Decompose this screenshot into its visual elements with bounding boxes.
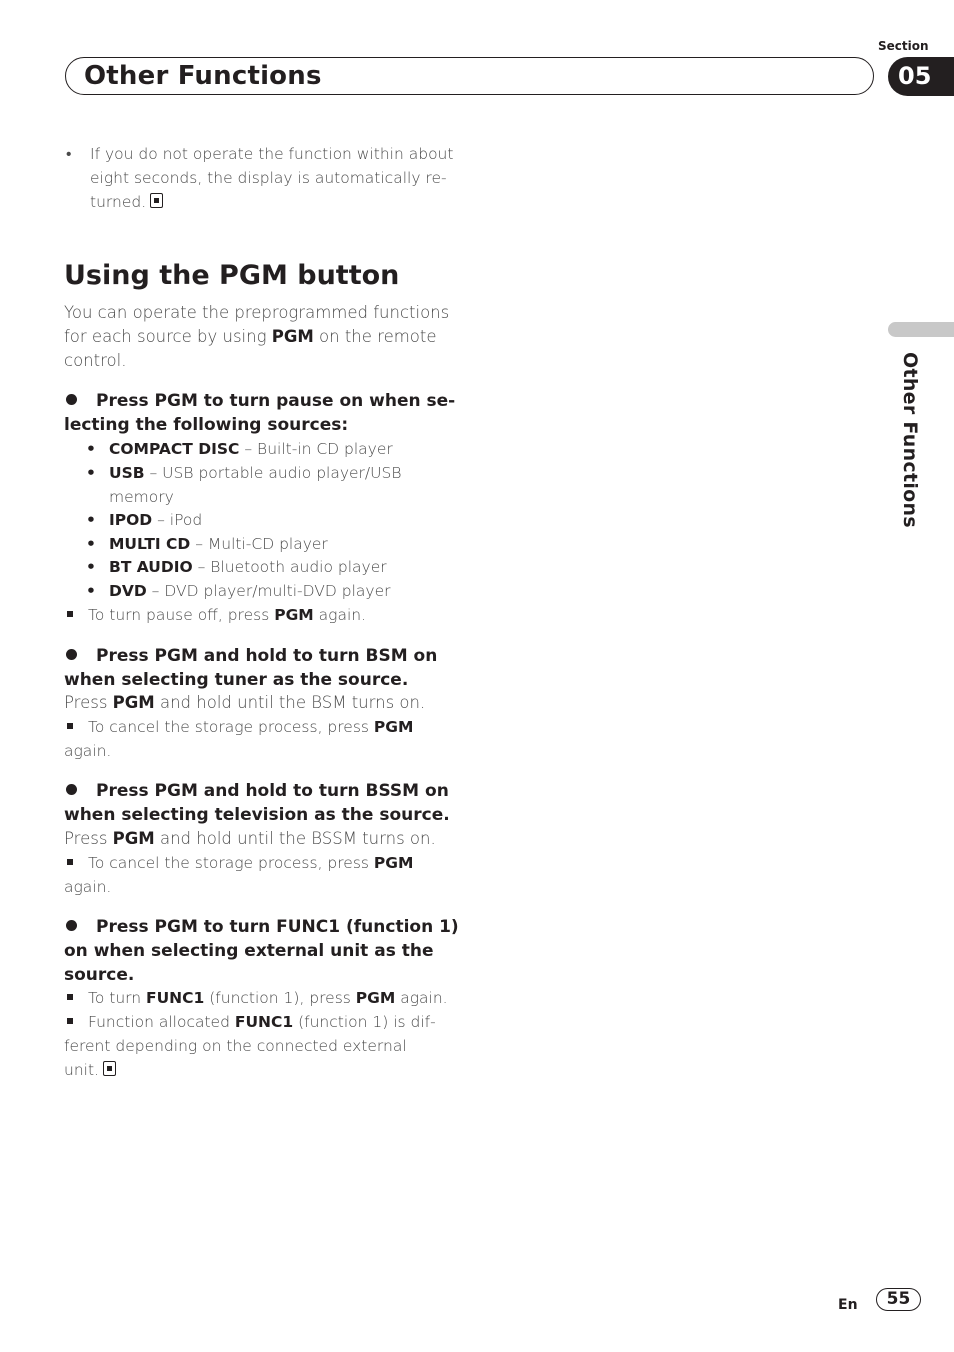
list-item: • USB – USB portable audio player/USB [86, 464, 402, 482]
step3-note: To cancel the storage process, press PGM again. [64, 854, 414, 896]
intro-bullet-text [90, 142, 453, 214]
step4-note1: To turn FUNC1 (function 1), press PGM again. [64, 986, 448, 1010]
list-item: • DVD – DVD player/multi-DVD player [86, 582, 391, 600]
section-label: Section [878, 39, 929, 53]
note-square-icon [67, 994, 73, 1000]
step2-heading: Press PGM and hold to turn BSM on when selecting tuner as the source. [64, 646, 438, 690]
step4-heading: Press PGM to turn FUNC1 (function 1) on when selecting external unit as the source. [64, 917, 459, 985]
note-square-icon [67, 859, 73, 865]
language-label: En [838, 1297, 858, 1313]
intro-bullet-line: If you do not operate the function within about [90, 145, 454, 163]
side-chapter-label: Other Functions [899, 352, 921, 528]
note-square-icon [67, 723, 73, 729]
step1-note: To turn pause off, press PGM again. [64, 603, 366, 627]
list-item: • COMPACT DISC – Built-in CD player [86, 440, 393, 458]
end-mark-icon [103, 1061, 116, 1076]
intro-bullet-line: turned. [90, 190, 453, 214]
section-number-badge: 05 [888, 57, 954, 96]
step4-note2: Function allocated FUNC1 (function 1) is dif- ferent depending on the connected external unit. [64, 1013, 436, 1079]
chapter-title: Other Functions [84, 61, 322, 91]
step1-heading: Press PGM to turn pause on when se- lecting the following sources: [64, 391, 456, 435]
side-tab-marker [888, 322, 954, 337]
list-item: • IPOD – iPod [86, 511, 203, 529]
note-square-icon [67, 1018, 73, 1024]
intro-bullet-dot: • [66, 145, 72, 163]
page-number: 55 [876, 1288, 921, 1311]
step2-body: Press PGM and hold until the BSM turns on. [64, 693, 426, 712]
intro-bullet-line: eight seconds, the display is automatically re- [90, 169, 447, 187]
intro-paragraph: You can operate the preprogrammed functions for each source by using PGM on the remote control. [64, 303, 450, 370]
step3-body: Press PGM and hold until the BSSM turns on. [64, 829, 436, 848]
list-item: • BT AUDIO – Bluetooth audio player [86, 558, 387, 576]
main-heading: Using the PGM button [64, 260, 400, 291]
step2-note: To cancel the storage process, press PGM again. [64, 718, 414, 760]
step3-heading: Press PGM and hold to turn BSSM on when selecting television as the source. [64, 781, 450, 825]
list-item-continuation: memory [109, 488, 174, 506]
list-item: • MULTI CD – Multi-CD player [86, 535, 328, 553]
note-square-icon [67, 611, 73, 617]
end-mark-icon [150, 193, 163, 208]
